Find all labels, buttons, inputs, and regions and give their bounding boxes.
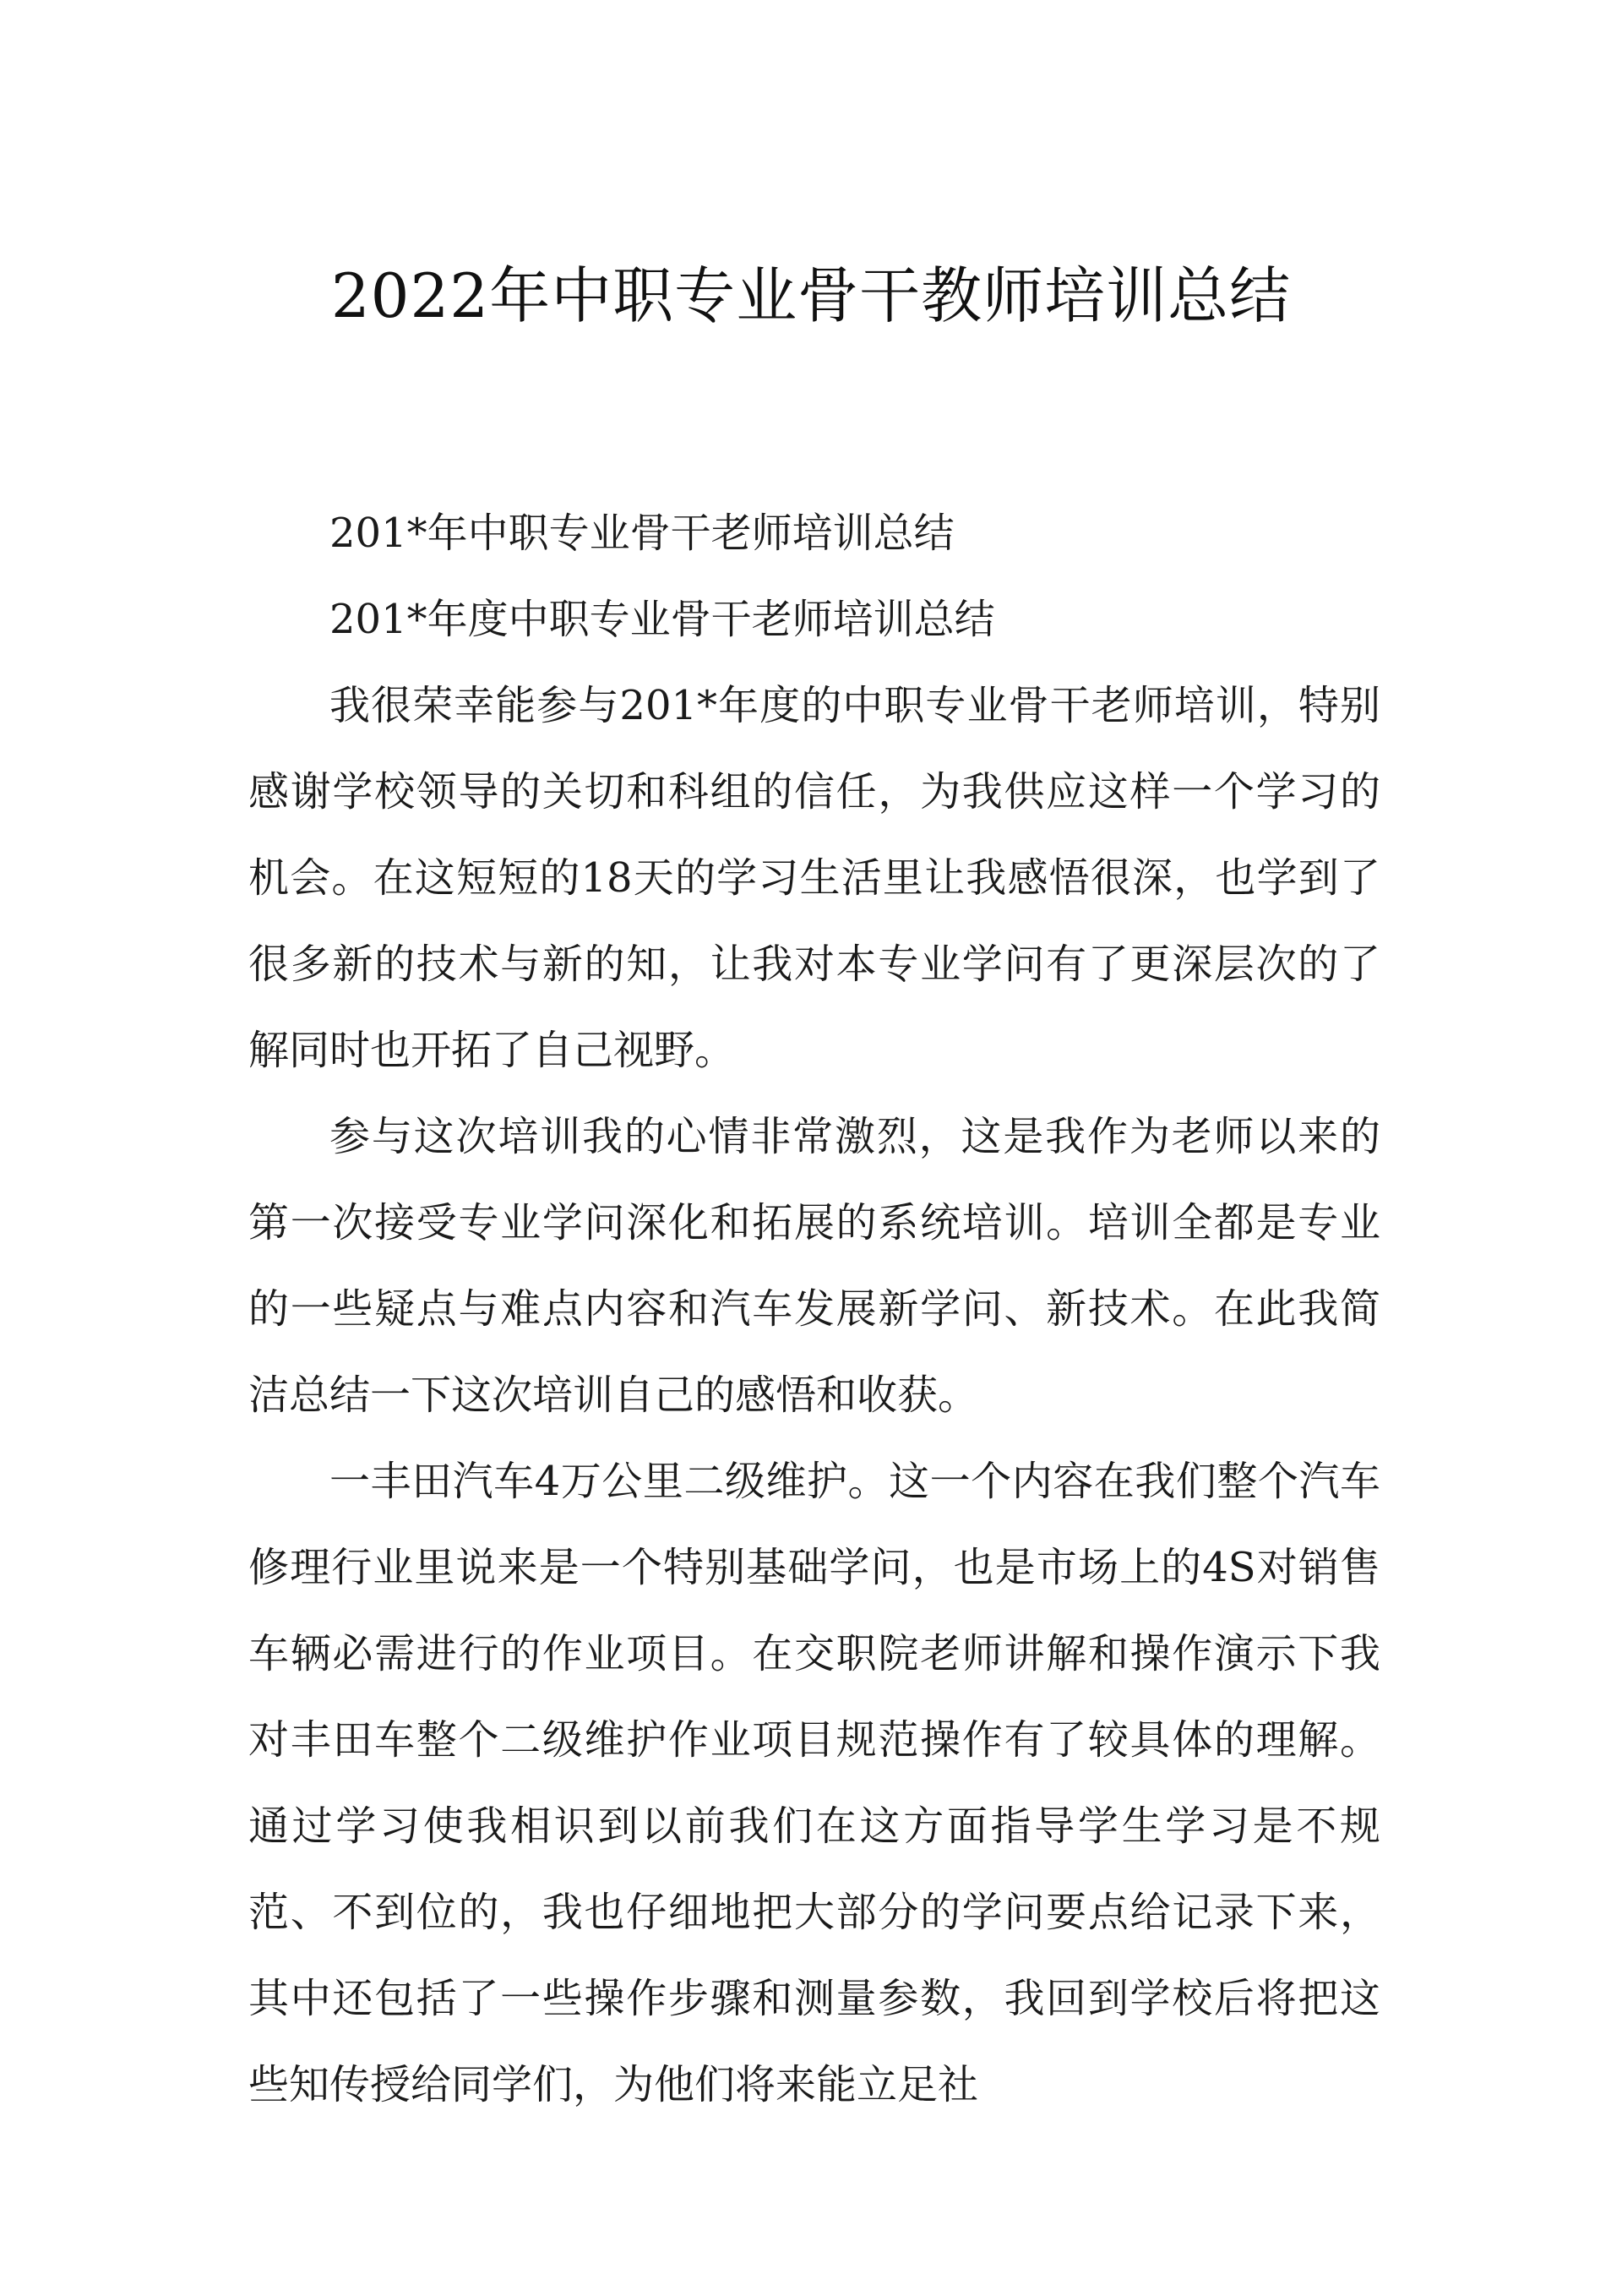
paragraph: 参与这次培训我的心情非常激烈，这是我作为老师以来的第一次接受专业学问深化和拓展的系统培训。培训全都是专业的一些疑点与难点内容和汽车发展新学问、新技术。在此我简洁总结一下这次培训自己的感悟和收获。 bbox=[248, 1113, 1380, 1419]
paragraph: 一丰田汽车4万公里二级维护。这一个内容在我们整个汽车修理行业里说来是一个特别基础学问，也是市场上的4S对销售车辆必需进行的作业项目。在交职院老师讲解和操作演示下我对丰田车整个二级维护作业项目规范操作有了较具体的理解。通过学习使我相识到以前我们在这方面指导学生学习是不规范、不到位的，我也仔细地把大部分的学问要点给记录下来，其中还包括了一些操作步骤和测量参数，我回到学校后将把这些知传授给同学们，为他们将来能立足社 bbox=[248, 1458, 1380, 2108]
paragraph: 201*年中职专业骨干老师培训总结 bbox=[329, 510, 955, 557]
paragraph: 我很荣幸能参与201*年度的中职专业骨干老师培训，特别感谢学校领导的关切和科组的信任，为我供应这样一个学习的机会。在这短短的18天的学习生活里让我感悟很深，也学到了很多新的技术与新的知，让我对本专业学问有了更深层次的了解同时也开拓了自己视野。 bbox=[248, 682, 1380, 1074]
document-body bbox=[248, 490, 1380, 2128]
document-title: 2022年中职专业骨干教师培训总结 bbox=[330, 260, 1292, 331]
paragraph: 201*年度中职专业骨干老师培训总结 bbox=[329, 596, 995, 643]
